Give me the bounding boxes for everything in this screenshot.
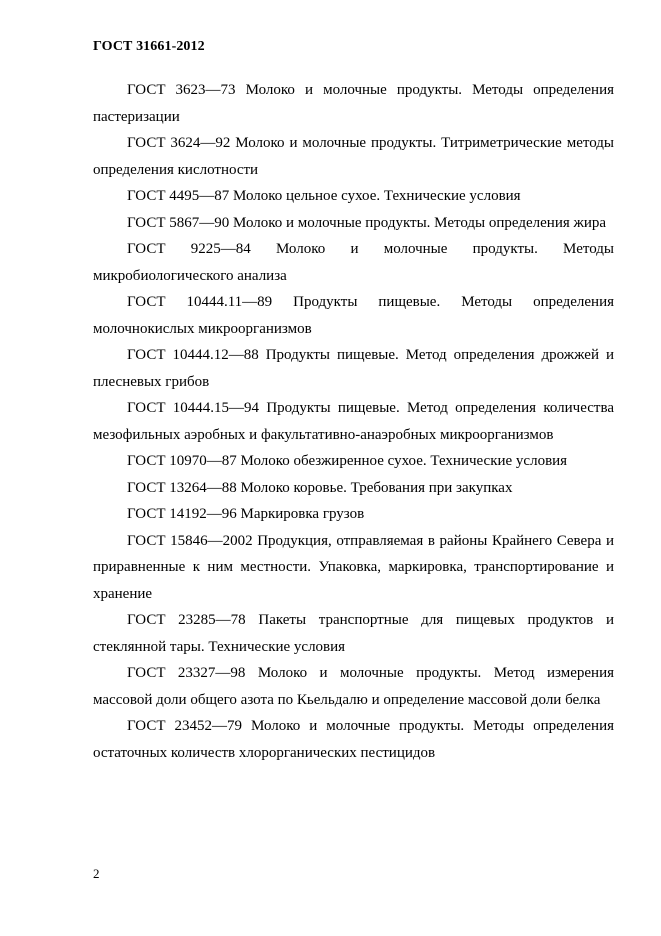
reference-gost-10444-11: ГОСТ 10444.11—89 Продукты пищевые. Методы определения молочнокислых микроорганизмов — [93, 294, 614, 337]
reference-gost-23452: ГОСТ 23452—79 Молоко и молочные продукты. Методы определения остаточных количеств хлорорганических пестицидов — [93, 718, 614, 761]
reference-gost-13264: ГОСТ 13264—88 Молоко коровье. Требования при закупках — [127, 479, 513, 496]
normative-references-list — [93, 77, 614, 766]
reference-gost-10970: ГОСТ 10970—87 Молоко обезжиренное сухое. Технические условия — [127, 453, 568, 469]
page-number: 2 — [93, 866, 100, 881]
reference-gost-4495: ГОСТ 4495—87 Молоко цельное сухое. Технические условия — [127, 188, 521, 204]
reference-gost-10444-12: ГОСТ 10444.12—88 Продукты пищевые. Метод определения дрожжей и плесневых грибов — [93, 347, 614, 390]
reference-gost-3624: ГОСТ 3624—92 Молоко и молочные продукты. Титриметрические методы определения кислотности — [93, 135, 614, 178]
reference-gost-9225: ГОСТ 9225—84 Молоко и молочные продукты. Методы микробиологического анализа — [93, 241, 614, 284]
reference-gost-14192: ГОСТ 14192—96 Маркировка грузов — [127, 506, 365, 522]
reference-gost-23285: ГОСТ 23285—78 Пакеты транспортные для пищевых продуктов и стеклянной тары. Технические условия — [93, 612, 614, 655]
reference-gost-5867: ГОСТ 5867—90 Молоко и молочные продукты. Методы определения жира — [127, 214, 607, 231]
reference-gost-23327: ГОСТ 23327—98 Молоко и молочные продукты. Метод измерения массовой доли общего азота по Кьельдалю и определение массовой доли белка — [93, 665, 614, 708]
document-header: ГОСТ 31661-2012 — [93, 39, 205, 54]
reference-gost-15846: ГОСТ 15846—2002 Продукция, отправляемая в районы Крайнего Севера и приравненные к ним местности. Упаковка, маркировка, транспортирование и хранение — [93, 532, 614, 602]
reference-gost-3623: ГОСТ 3623—73 Молоко и молочные продукты. Методы определения пастеризации — [93, 82, 614, 125]
reference-gost-10444-15: ГОСТ 10444.15—94 Продукты пищевые. Метод определения количества мезофильных аэробных и факультативно-анаэробных микроорганизмов — [93, 400, 614, 443]
